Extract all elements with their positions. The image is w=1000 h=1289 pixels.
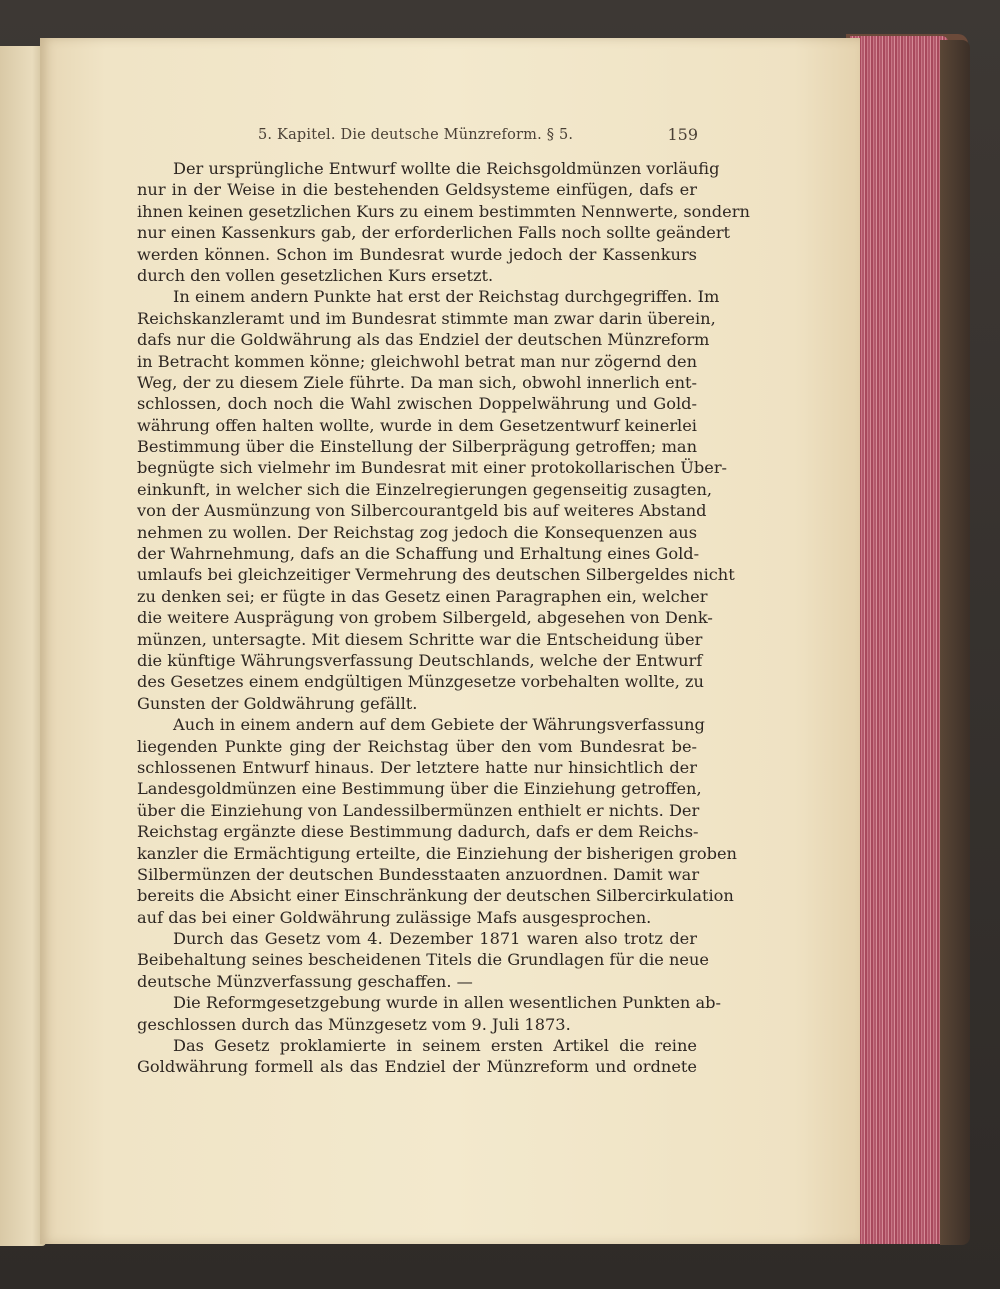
text-line: ihnen keinen gesetzlichen Kurs zu einem bestimmten Nennwerte, sondern (137, 201, 750, 221)
text-line: von der Ausmünzung von Silbercourantgeld bis auf weiteres Abstand (137, 501, 707, 521)
book-cover (940, 40, 970, 1245)
text-line: nur in der Weise in die bestehenden Geldsysteme einfügen, dafs er (137, 180, 697, 200)
page-number: 159 (667, 125, 698, 144)
text-line: des Gesetzes einem endgültigen Münzgesetze vorbehalten wollte, zu (137, 672, 704, 692)
text-line: durch den vollen gesetzlichen Kurs ersetzt. (137, 265, 494, 285)
text-line: Der ursprüngliche Entwurf wollte die Reichsgoldmünzen vorläufig (173, 159, 720, 178)
text-line: schlossenen Entwurf hinaus. Der letztere hatte nur hinsichtlich der (137, 757, 697, 777)
text-line: nur einen Kassenkurs gab, der erforderlichen Falls noch sollte geändert (137, 223, 731, 243)
text-line: auf das bei einer Goldwährung zulässige Mafs ausgesprochen. (137, 907, 652, 927)
text-line: über die Einziehung von Landessilbermünzen enthielt er nichts. Der (137, 800, 700, 820)
text-line: Bestimmung über die Einstellung der Silberprägung getroffen; man (137, 437, 697, 457)
text-line: In einem andern Punkte hat erst der Reichstag durchgegriffen. Im (173, 287, 720, 307)
text-line: liegenden Punkte ging der Reichstag über den vom Bundesrat be- (137, 736, 697, 756)
text-line: Reichskanzleramt und im Bundesrat stimmte man zwar darin überein, (137, 308, 716, 328)
text-line: bereits die Absicht einer Einschränkung der deutschen Silbercirkulation (137, 886, 734, 906)
text-line: die künftige Währungsverfassung Deutschlands, welche der Entwurf (137, 650, 703, 670)
text-line: Gunsten der Goldwährung gefällt. (137, 693, 418, 713)
text-line: einkunft, in welcher sich die Einzelregierungen gegenseitig zusagten, (137, 479, 713, 499)
body-text (137, 158, 750, 1078)
text-line: Reichstag ergänzte diese Bestimmung dadurch, dafs er dem Reichs- (137, 822, 699, 842)
text-line: dafs nur die Goldwährung als das Endziel der deutschen Münzreform (137, 330, 710, 350)
text-line: schlossen, doch noch die Wahl zwischen Doppelwährung und Gold- (137, 394, 697, 414)
text-line: Beibehaltung seines bescheidenen Titels die Grundlagen für die neue (137, 950, 710, 970)
text-line: Silbermünzen der deutschen Bundesstaaten anzuordnen. Damit war (137, 864, 700, 884)
text-line: begnügte sich vielmehr im Bundesrat mit einer protokollarischen Über- (137, 458, 728, 478)
text-line: Die Reformgesetzgebung wurde in allen wesentlichen Punkten ab- (173, 993, 721, 1013)
text-line: Goldwährung formell als das Endziel der Münzreform und ordnete (137, 1057, 697, 1077)
text-line: münzen, untersagte. Mit diesem Schritte war die Entscheidung über (137, 629, 703, 649)
text-line: Landesgoldmünzen eine Bestimmung über die Einziehung getroffen, (137, 779, 702, 799)
text-line: Auch in einem andern auf dem Gebiete der Währungsverfassung (173, 715, 705, 735)
text-line: die weitere Ausprägung von grobem Silbergeld, abgesehen von Denk- (137, 608, 713, 628)
running-head-title: 5. Kapitel. Die deutsche Münzreform. § 5. (258, 127, 574, 143)
text-line: nehmen zu wollen. Der Reichstag zog jedoch die Konsequenzen aus (137, 522, 697, 542)
text-line: in Betracht kommen könne; gleichwohl betrat man nur zögernd den (137, 351, 697, 371)
page-edges (850, 36, 948, 1244)
running-head (258, 125, 698, 147)
text-line: Das Gesetz proklamierte in seinem ersten Artikel die reine (173, 1036, 697, 1056)
text-line: umlaufs bei gleichzeitiger Vermehrung des deutschen Silbergeldes nicht (137, 565, 735, 585)
text-line: deutsche Münzverfassung geschaffen. — (137, 971, 473, 991)
text-line: werden können. Schon im Bundesrat wurde jedoch der Kassenkurs (137, 244, 697, 264)
text-line: Weg, der zu diesem Ziele führte. Da man sich, obwohl innerlich ent- (137, 372, 697, 392)
text-line: zu denken sei; er fügte in das Gesetz einen Paragraphen ein, welcher (137, 586, 708, 606)
text-line: währung offen halten wollte, wurde in dem Gesetzentwurf keinerlei (137, 415, 697, 435)
text-line: Durch das Gesetz vom 4. Dezember 1871 waren also trotz der (173, 929, 697, 949)
text-line: der Wahrnehmung, dafs an die Schaffung und Erhaltung eines Gold- (137, 544, 700, 564)
text-line: kanzler die Ermächtigung erteilte, die Einziehung der bisherigen groben (137, 843, 737, 863)
text-line: geschlossen durch das Münzgesetz vom 9. Juli 1873. (137, 1014, 571, 1034)
